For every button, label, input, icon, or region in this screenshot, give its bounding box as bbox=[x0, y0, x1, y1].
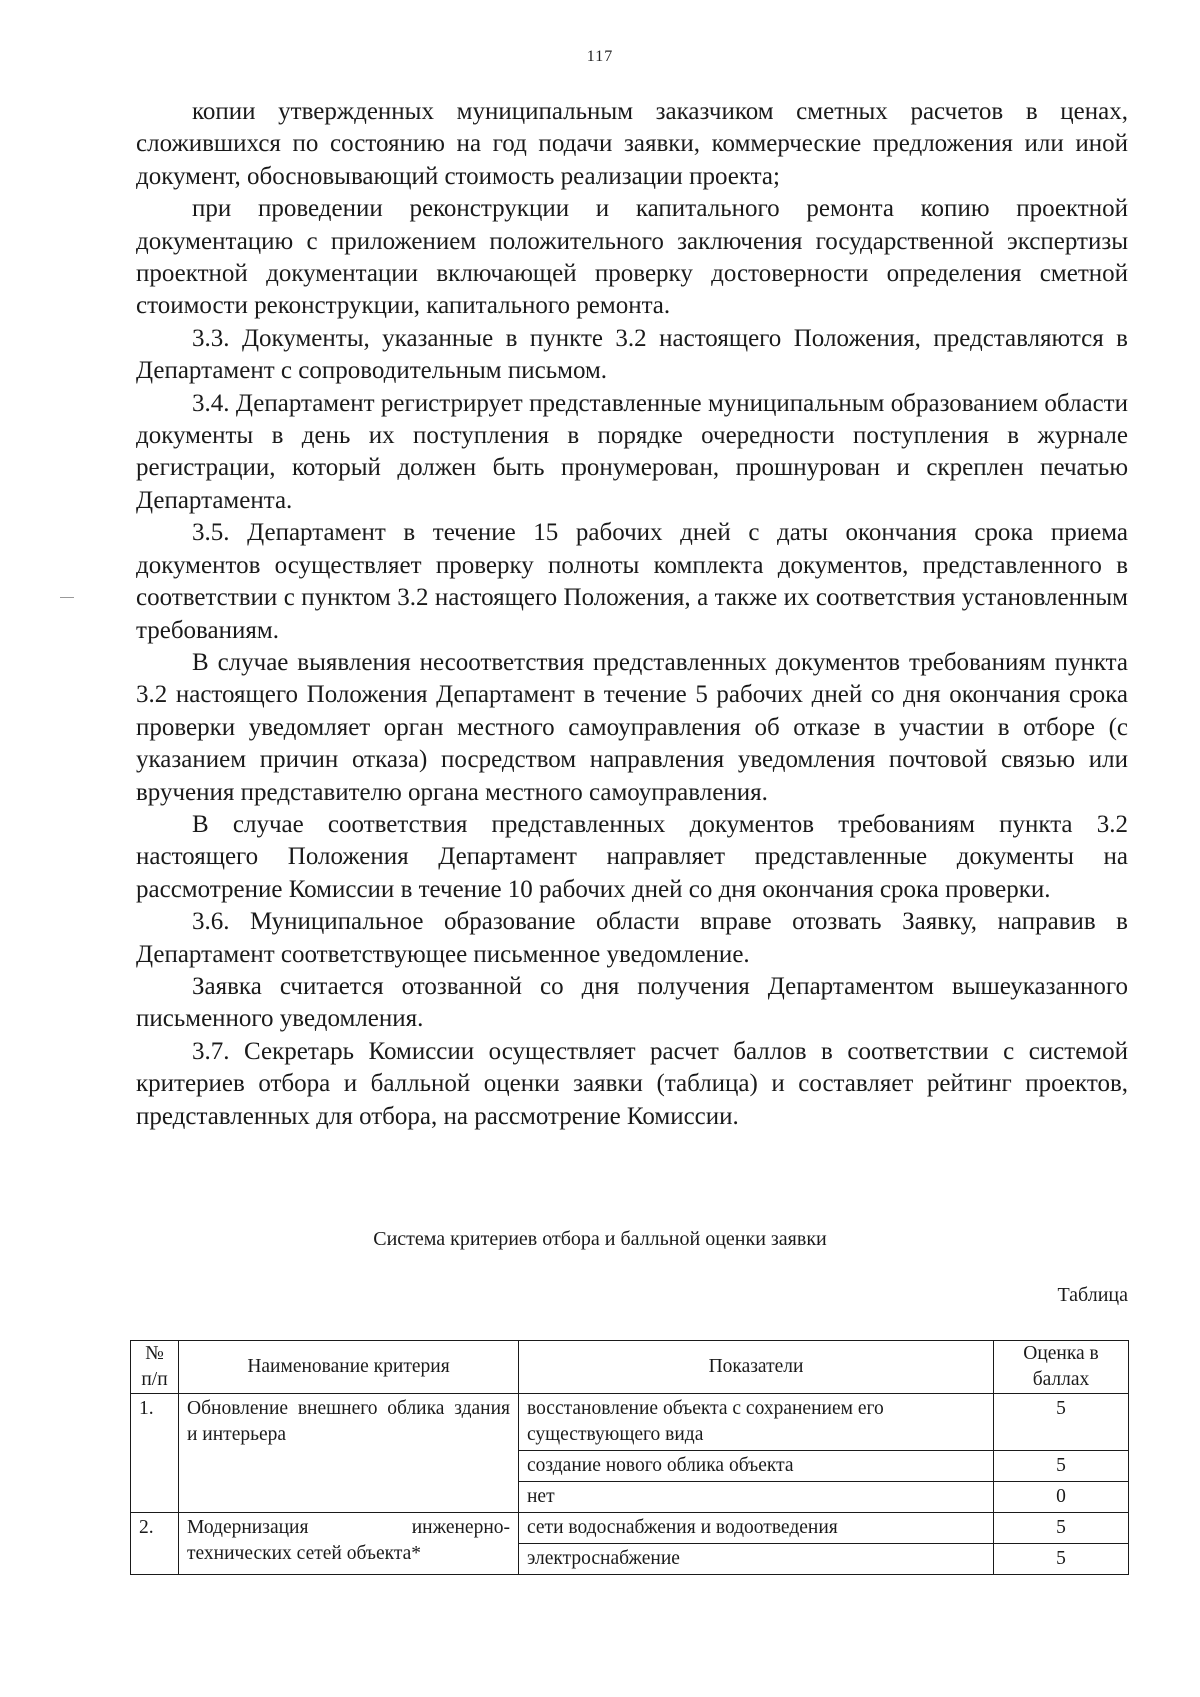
score: 5 bbox=[994, 1544, 1129, 1575]
row-number: 1. bbox=[131, 1394, 179, 1513]
paragraph: Заявка считается отозванной со дня получения Департаментом вышеуказанного письменного уведомления. bbox=[136, 972, 1128, 1033]
header-indicators: Показатели bbox=[519, 1341, 994, 1394]
indicator: электроснабжение bbox=[519, 1544, 994, 1575]
indicator: восстановление объекта с сохранением его существующего вида bbox=[519, 1394, 994, 1451]
score: 0 bbox=[994, 1482, 1129, 1513]
table-label: Таблица bbox=[1057, 1284, 1128, 1306]
table-row bbox=[131, 1394, 1129, 1451]
header-score: Оценка в баллах bbox=[994, 1341, 1129, 1394]
paragraph: 3.4. Департамент регистрирует представленные муниципальным образованием области документы в день их поступления в порядке очередности поступления в журнале регистрации, который должен быть пронумерован, прошнурован и скреплен печатью Департамента. bbox=[136, 389, 1128, 514]
indicator: сети водоснабжения и водоотведения bbox=[519, 1513, 994, 1544]
paragraph: 3.5. Департамент в течение 15 рабочих дней с даты окончания срока приема документов осуществляет проверку полноты комплекта документов, представленного в соответствии с пунктом 3.2 настоящего Положения, а также их соответствия установленным требованиям. bbox=[136, 519, 1128, 644]
score: 5 bbox=[994, 1451, 1129, 1482]
paragraph: копии утвержденных муниципальным заказчиком сметных расчетов в ценах, сложившихся по состоянию на год подачи заявки, коммерческие предложения или иной документ, обосновывающий стоимость реализации проекта; bbox=[136, 98, 1128, 190]
table-header-row bbox=[131, 1341, 1129, 1394]
header-criterion: Наименование критерия bbox=[179, 1341, 519, 1394]
paragraph: В случае соответствия представленных документов требованиям пункта 3.2 настоящего Положения Департамент направляет представленные документы на рассмотрение Комиссии в течение 10 рабочих дней со дня окончания срока проверки. bbox=[136, 810, 1128, 903]
paragraph: 3.7. Секретарь Комиссии осуществляет расчет баллов в соответствии с системой критериев отбора и балльной оценки заявки (таблица) и составляет рейтинг проектов, представленных для отбора, на рассмотрение Комиссии. bbox=[136, 1037, 1128, 1130]
paragraph: В случае выявления несоответствия представленных документов требованиям пункта 3.2 настоящего Положения Департамент в течение 5 рабочих дней со дня окончания срока проверки уведомляет орган местного самоуправления об отказе в участии в отборе (с указанием причин отказа) посредством направления уведомления почтовой связью или вручения представителю органа местного самоуправления. bbox=[136, 648, 1128, 806]
paragraph: при проведении реконструкции и капитального ремонта копию проектной документацию с приложением положительного заключения государственной экспертизы проектной документации включающей проверку достоверности определения сметной стоимости реконструкции, капитального ремонта. bbox=[136, 195, 1128, 320]
criterion-name: Модернизация инженерно-технических сетей объекта* bbox=[179, 1513, 519, 1575]
indicator: нет bbox=[519, 1482, 994, 1513]
score: 5 bbox=[994, 1394, 1129, 1451]
indicator: создание нового облика объекта bbox=[519, 1451, 994, 1482]
row-number: 2. bbox=[131, 1513, 179, 1575]
score: 5 bbox=[994, 1513, 1129, 1544]
paragraph: 3.3. Документы, указанные в пункте 3.2 настоящего Положения, представляются в Департамент с сопроводительным письмом. bbox=[136, 324, 1128, 385]
header-num: № п/п bbox=[131, 1341, 179, 1394]
body-text bbox=[136, 96, 1128, 1133]
table-row bbox=[131, 1513, 1129, 1544]
paragraph: 3.6. Муниципальное образование области вправе отозвать Заявку, направив в Департамент соответствующее письменное уведомление. bbox=[136, 908, 1128, 968]
criteria-table bbox=[130, 1340, 1129, 1575]
table-title: Система критериев отбора и балльной оценки заявки bbox=[373, 1228, 827, 1250]
page-number: 117 bbox=[586, 48, 614, 65]
criterion-name: Обновление внешнего облика здания и интерьера bbox=[179, 1394, 519, 1513]
scan-artifact bbox=[60, 597, 74, 598]
